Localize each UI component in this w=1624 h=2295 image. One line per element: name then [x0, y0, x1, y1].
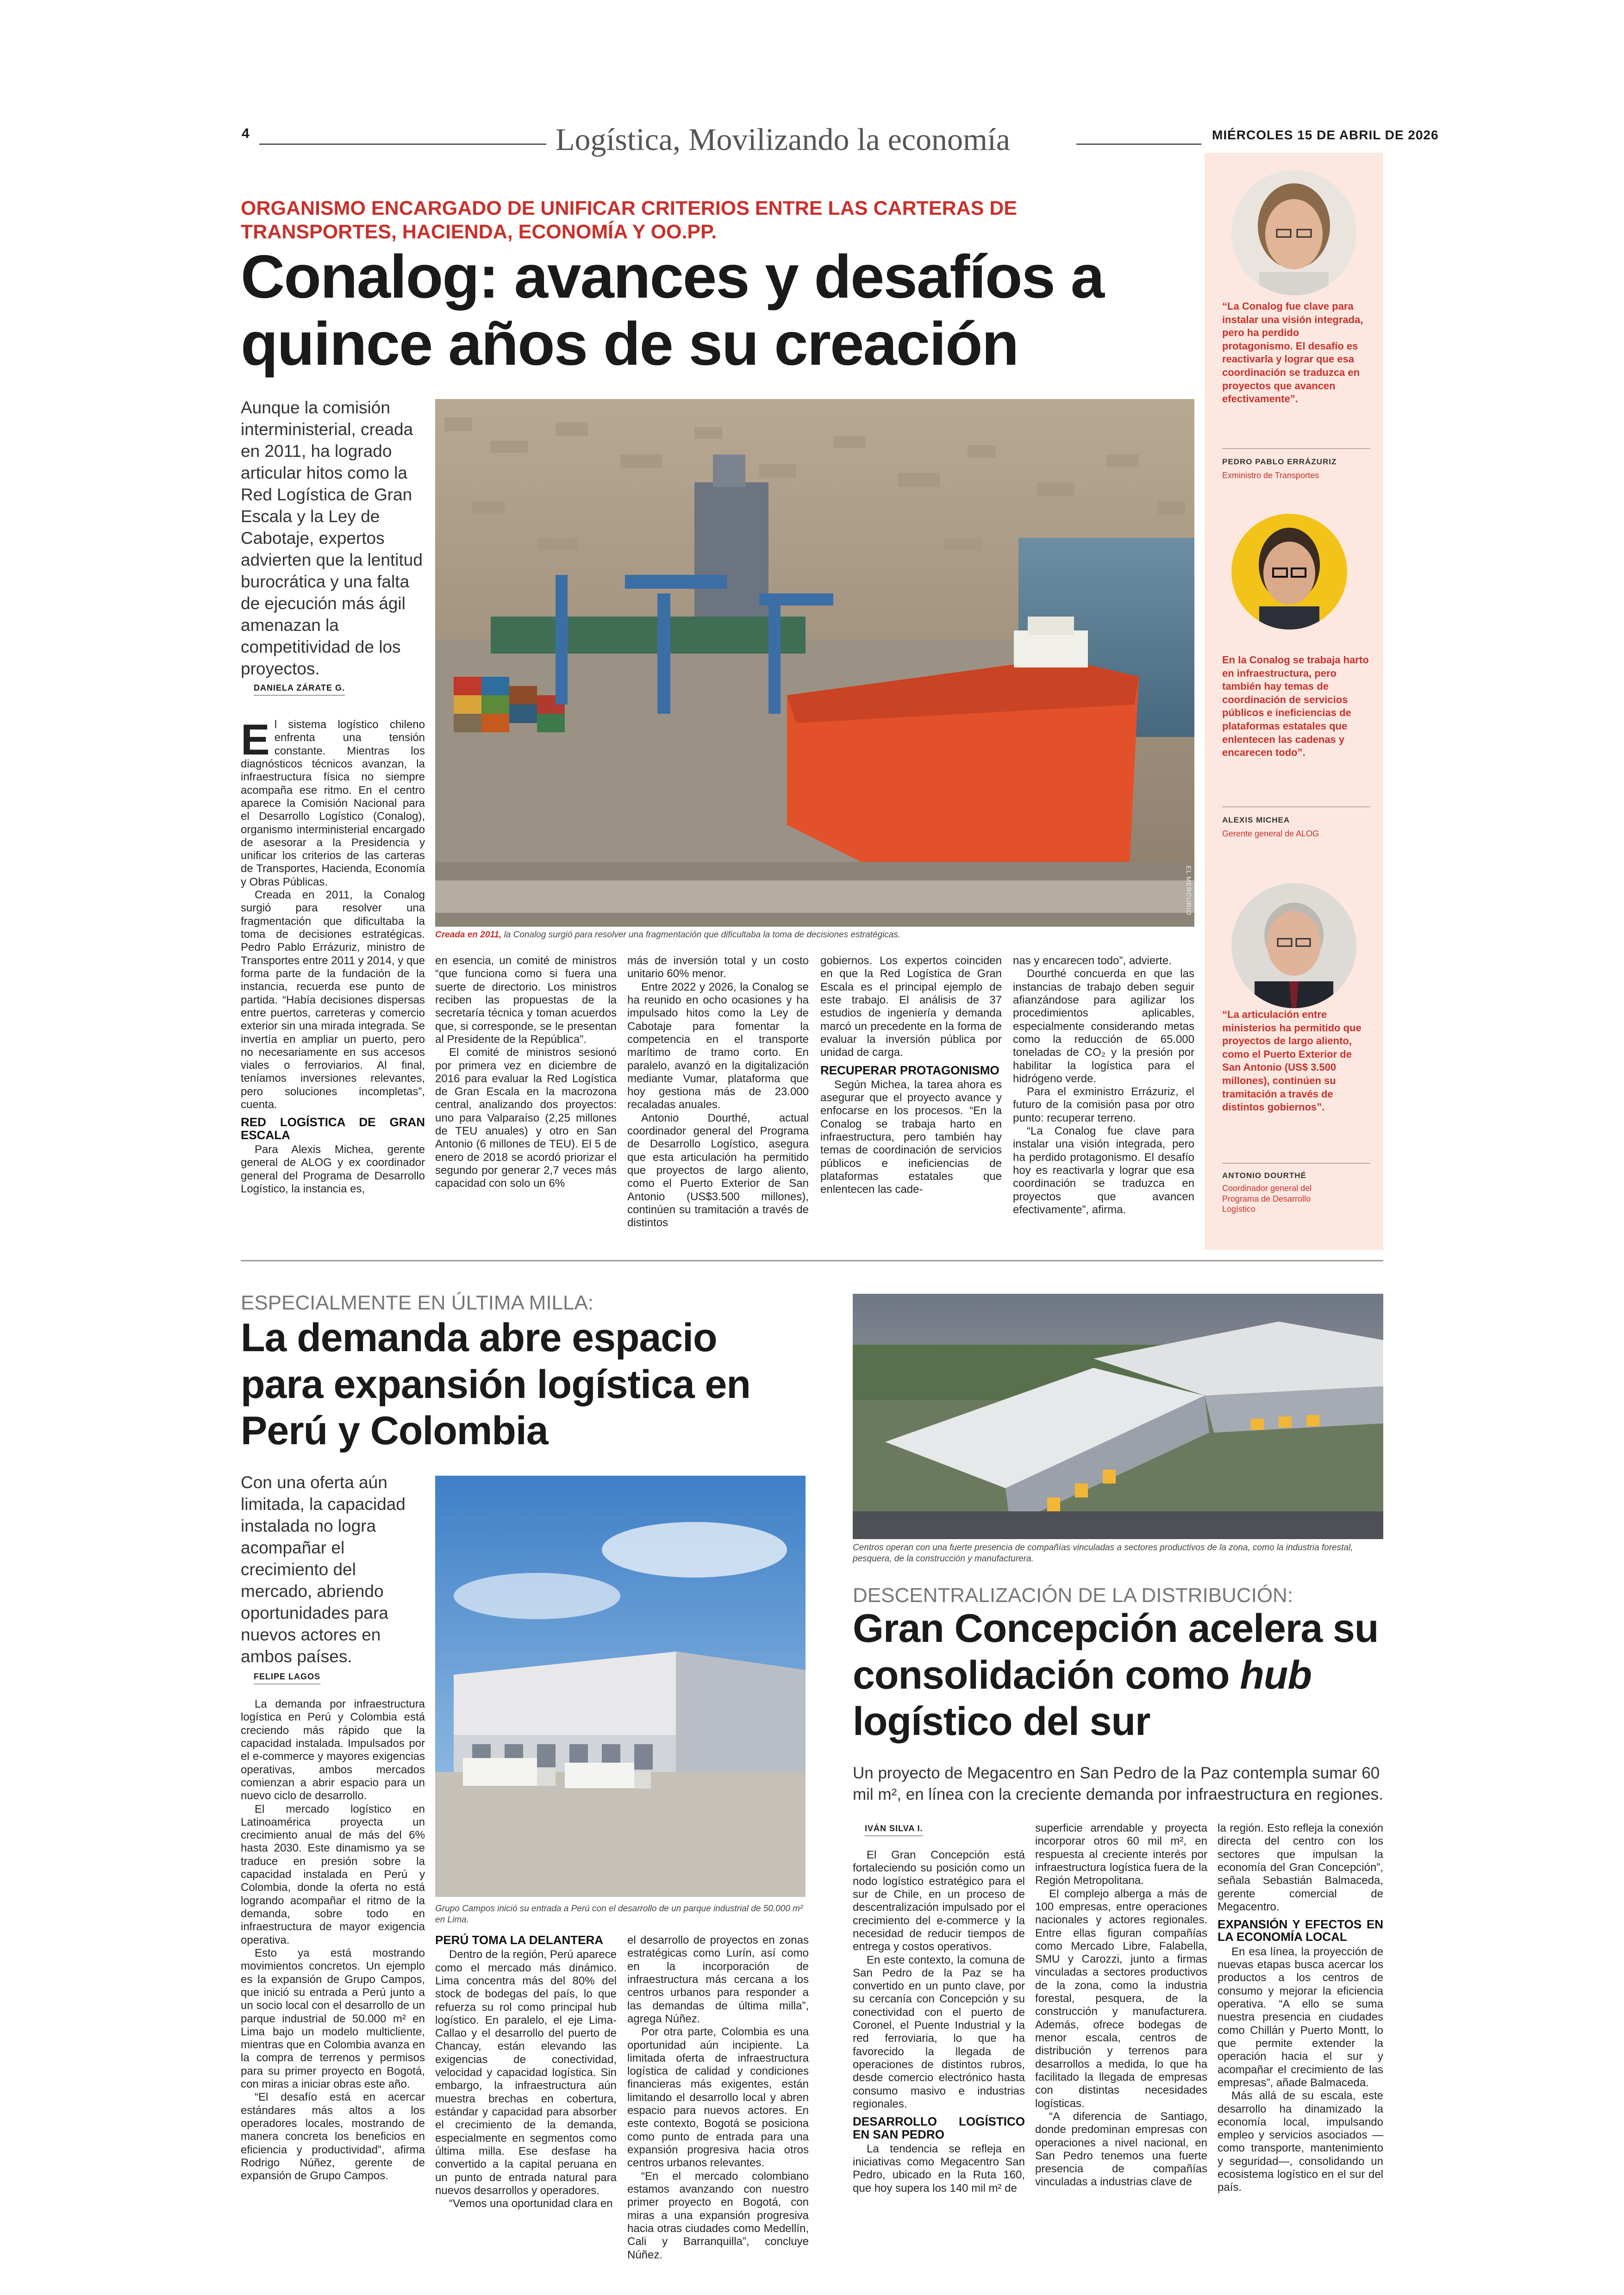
header-rule-left: [259, 143, 546, 145]
article1-col2-para-2: El comité de ministros sesionó por primera vez en diciembre de 2016 para evaluar la Red Logística de Gran Escala en la macrozona central, analizando dos proyectos: uno para Valparaíso (2,25 millones de TEU anuales) y otro en San Antonio (6 millones de TEU). El 5 de enero de 2018 se acordó priorizar el segundo por generar 2,7 veces más capacidad con solo un 6%: [435, 1046, 617, 1190]
article2-col3-para-1: el desarrollo de proyectos en zonas estratégicas como Lurín, así como en la incorporación de infraestructura más cercana a los centros urbanos para responder a las demandas de última milla”, agrega Núñez.: [627, 1934, 809, 2025]
article1-col1-para-1: [241, 715, 425, 889]
article3-col3-para-1: la región. Esto refleja la conexión directa del centro con los sectores que impulsan la economía del Gran Concepción”, señala Sebastián Balmaceda, gerente comercial de Megacentro.: [1218, 1822, 1383, 1913]
quote-2-name: ALEXIS MICHEA: [1222, 816, 1290, 824]
article1-col1-text-1: l sistema logístico chileno enfrenta una tensión constante. Mientras los diagnósticos técnicos avanzan, la infraestructura física no siempre acompaña ese ritmo. En el centro aparece la Comisión Nacional para el Desarrollo Logístico (Conalog), organismo interministerial encargado de asesorar a la Presidencia y unificar los criterios de las carteras de Transportes, Hacienda, Economía y Obras Públicas.: [241, 718, 425, 888]
article3-col1-para-2: En este contexto, la comuna de San Pedro de la Paz se ha convertido en un punto clave, por su cercanía con Concepción y su conectividad con el puerto de Coronel, el Puente Industrial y la red ferroviaria, lo que ha favorecido la llegada de operaciones de distintos rubros, desde comercio electrónico hasta consumo masivo e industrias regionales.: [853, 1953, 1025, 2110]
article1-column-4: [820, 954, 1002, 1197]
article2-kicker: ESPECIALMENTE EN ÚLTIMA MILLA:: [241, 1291, 594, 1314]
article2-column-2: [435, 1934, 617, 2211]
article3-col2-para-2: El complejo alberga a más de 100 empresas, entre operaciones nacionales y actores regionales. Entre ellas figuran compañías como Mercado Libre, Falabella, SMU y Carozzi, junto a firmas vinculadas a sectores productivos de la zona, como la industria forestal, pesquera, de la construcción y manufacturera. Además, ofrece bodegas de menor escala, centros de distribución y terrenos para desarrollos a medida, lo que ha facilitado la llegada de empresas con distintas necesidades logísticas.: [1035, 1887, 1207, 2110]
port-photo: [435, 399, 1194, 927]
quote-2-rule: [1222, 806, 1370, 807]
quote-2-text: En la Conalog se trabaja harto en infraestructura, pero también hay temas de coordinación de servicios públicos e ineficiencias de plataformas estatales que enlentecen las cadenas y encarecen todo”.: [1222, 654, 1369, 759]
article1-col3-para-1: más de inversión total y un costo unitario 60% menor.: [627, 954, 809, 980]
quote-1-role: Exministro de Transportes: [1222, 471, 1319, 480]
article1-column-2: [435, 954, 617, 1191]
article3-photo-caption: Centros operan con una fuerte presencia de compañías vinculadas a sectores productivos de la zona, como la industria forestal, pesquera, de la construcción y manufacturera.: [853, 1543, 1353, 1564]
article1-col5-para-1: nas y encarecen todo”, advierte.: [1013, 954, 1172, 967]
article1-col5-para-2: Dourthé concuerda en que las instancias de trabajo deben seguir afianzándose para agilizar los procedimientos aplicables, especialmente considerando metas como la reducción de 65.000 toneladas de CO₂ y la presión por habilitar la logística para el hidrógeno verde.: [1013, 967, 1194, 1085]
subhead-peru: PERÚ TOMA LA DELANTERA: [435, 1933, 604, 1947]
quote-3-rule: [1222, 1163, 1370, 1164]
article2-col1-para-1: La demanda por infraestructura logística en Perú y Colombia está creciendo más rápido que la capacidad instalada. Impulsados por el e-commerce y mayores exigencias operativas, ambos mercados comienzan a abrir espacio para un nuevo ciclo de desarrollo.: [241, 1698, 425, 1802]
article2-photo-caption: Grupo Campos inició su entrada a Perú con el desarrollo de un parque industrial de 50.000 m² en Lima.: [435, 1904, 803, 1925]
portrait-errazuriz-illustration: [1231, 170, 1356, 295]
article3-column-2: [1035, 1822, 1207, 2189]
section-title: Logística, Movilizando la economía: [556, 122, 1010, 157]
subhead-recuperar: RECUPERAR PROTAGONISMO: [820, 1063, 999, 1077]
article3-headline-part-2: logístico del sur: [853, 1699, 1150, 1744]
article1-col5-para-4: “La Conalog fue clave para instalar una visión integrada, pero ha perdido protagonismo. El desafío hoy es reactivarla y lograr que esa coordinación se traduzca en proyectos que avancen efectivamente”, afirma.: [1013, 1125, 1194, 1216]
article1-col3-para-3: Antonio Dourthé, actual coordinador general del Programa de Desarrollo Logístico, asegura que esta articulación ha permitido que proyectos de largo aliento, como el Puerto Exterior de San Antonio (US$3.500 millones), continúen su tramitación a través de distintos: [627, 1111, 809, 1229]
article1-column-1: [241, 715, 425, 1196]
article1-photo-caption: [435, 929, 1194, 941]
drop-cap: E: [241, 715, 270, 764]
subhead-expansion: EXPANSIÓN Y EFECTOS EN LA ECONOMÍA LOCAL: [1218, 1917, 1383, 1944]
article1-col5-para-3: Para el exministro Errázuriz, el futuro de la comisión pasa por otro punto: recuperar terreno.: [1013, 1085, 1194, 1124]
issue-date: MIÉRCOLES 15 DE ABRIL DE 2026: [1212, 128, 1439, 142]
portrait-dourthe-illustration: [1231, 883, 1356, 1008]
portrait-michea: [1231, 514, 1347, 630]
article1-lede: Aunque la comisión interministerial, creada en 2011, ha logrado articular hitos como la Red Logística de Gran Escala y la Ley de Cabotaje, expertos advierten que la lentitud burocrática y una falta de ejecución más ágil amenazan la competitividad de los proyectos.: [241, 398, 423, 678]
article1-column-3: [627, 954, 809, 1230]
section-divider: [241, 1260, 1383, 1261]
portrait-michea-illustration: [1231, 514, 1347, 630]
article1-col3-para-2: Entre 2022 y 2026, la Conalog se ha reunido en ocho ocasiones y ha impulsado hitos como la Ley de Cabotaje para fomentar la competencia en el transporte marítimo de tramo corto. En paralelo, avanzó en la digitalización mediante Vumar, plataforma que hoy gestiona más de 23.000 recaladas anuales.: [627, 980, 809, 1111]
article2-col1-para-3: Esto ya está mostrando movimientos concretos. Un ejemplo es la expansión de Grupo Campos, que inició su entrada a Perú junto a un socio local con el desarrollo de un parque industrial de 50.000 m² en Lima bajo un modelo multicliente, mientras que en Colombia avanza en la compra de terrenos y permisos para su primer proyecto en Bogotá, con miras a iniciar obras este año.: [241, 1946, 425, 2091]
article1-col2-para-1: en esencia, un comité de ministros “que funciona como si fuera una suerte de directorio. Los ministros reciben las propuestas de la secretaría técnica y toman acuerdos que, si corresponde, se le presentan al Presidente de la República”.: [435, 954, 617, 1046]
article3-column-1: [853, 1849, 1025, 2195]
article3-col1-para-3: La tendencia se refleja en iniciativas como Megacentro San Pedro, ubicado en la Ruta 160, que hoy supera los 140 mil m² de: [853, 2142, 1025, 2195]
photo-credit: EL MERCURIO: [1185, 866, 1193, 916]
article3-kicker: DESCENTRALIZACIÓN DE LA DISTRIBUCIÓN:: [853, 1584, 1293, 1607]
megacentro-photo-illustration: [853, 1294, 1383, 1539]
article3-headline: [853, 1605, 1380, 1745]
article3-headline-em: hub: [1240, 1653, 1312, 1697]
article2-col3-para-2: Por otra parte, Colombia es una oportunidad aún incipiente. La limitada oferta de infraestructura logística de calidad y condiciones financieras más exigentes, están limitando el desarrollo local y abren espacio para nuevos actores. En este contexto, Bogotá se posiciona como punto de entrada para una expansión progresiva hacia otros centros urbanos relevantes.: [627, 2026, 809, 2170]
article2-byline: FELIPE LAGOS: [254, 1672, 320, 1684]
quote-1-name: PEDRO PABLO ERRÁZURIZ: [1222, 457, 1337, 466]
article1-column-5: [1013, 954, 1194, 1216]
quote-3-name: ANTONIO DOURTHÉ: [1222, 1171, 1306, 1180]
article3-col2-para-3: “A diferencia de Santiago, donde predominan empresas con operaciones a nivel nacional, en San Pedro tenemos una fuerte presencia de compañías vinculadas a industrias clave de: [1035, 2110, 1207, 2189]
article3-standfirst: Un proyecto de Megacentro en San Pedro de la Paz contempla sumar 60 mil m², en línea con la creciente demanda por infraestructura en regiones.: [853, 1764, 1383, 1803]
article1-byline: DANIELA ZÁRATE G.: [254, 683, 345, 696]
article2-col2-para-1: Dentro de la región, Perú aparece como el mercado más dinámico. Lima concentra más del 80% del stock de bodegas del país, lo que refuerza su rol como principal hub logístico. En paralelo, el eje Lima-Callao y el desarrollo del puerto de Chancay, están elevando las exigencias de conectividad, velocidad y capacidad logística. Sin embargo, la infraestructura aún muestra brechas en cobertura, estándar y capacidad para absorber el crecimiento de la demanda, especialmente en segmentos como última milla. Ese desfase ha convertido a la capital peruana en un punto de entrada natural para nuevos desarrollos y operadores.: [435, 1948, 617, 2197]
article3-byline: IVÁN SILVA I.: [865, 1824, 923, 1836]
article2-headline: La demanda abre espacio para expansión logística en Perú y Colombia: [241, 1316, 750, 1453]
subhead-red-logistica: RED LOGÍSTICA DE GRAN ESCALA: [241, 1115, 425, 1142]
article1-headline: Conalog: avances y desafíos a quince años de su creación: [241, 243, 1104, 378]
article1-col1-para-3: Para Alexis Michea, gerente general de ALOG y ex coordinador general del Programa de Desarrollo Logístico, la instancia es,: [241, 1143, 425, 1195]
caption-lead: Creada en 2011,: [435, 930, 502, 940]
header-rule-right: [1076, 143, 1201, 145]
quote-3-text: “La articulación entre ministerios ha permitido que proyectos de largo aliento, como el Puerto Exterior de San Antonio (US$ 3.500 millones), continúen su tramitación a través de distintos gobiernos”.: [1222, 1009, 1362, 1113]
article2-column-1: [241, 1698, 425, 2183]
article2-col2-para-2: “Vemos una oportunidad clara en: [449, 2197, 613, 2210]
quote-1-rule: [1222, 448, 1370, 449]
article3-col2-para-1: superficie arrendable y proyecta incorporar otros 60 mil m², en respuesta al creciente interés por infraestructura logística fuera de la Región Metropolitana.: [1035, 1822, 1207, 1887]
article2-col1-para-2: El mercado logístico en Latinoamérica proyecta un crecimiento anual de más del 6% hasta 2030. Este dinamismo ya se traduce en presión sobre la capacidad instalada en Perú y Colombia, donde la oferta no está logrando acompañar el ritmo de la demanda, sobre todo en infraestructura de mayor exigencia operativa.: [241, 1802, 425, 1946]
article2-lede: Con una oferta aún limitada, la capacidad instalada no logra acompañar el crecimiento del mercado, abriendo oportunidades para nuevos actores en ambos países.: [241, 1473, 406, 1666]
article3-column-3: [1218, 1822, 1383, 2195]
quote-1-text: “La Conalog fue clave para instalar una visión integrada, pero ha perdido protagonismo. El desafío es reactivarla y lograr que esa coordinación se traduzca en proyectos que avancen efectivamente”.: [1222, 300, 1363, 405]
article1-col1-para-2: Creada en 2011, la Conalog surgió para resolver una fragmentación que dificultaba la toma de decisiones estratégicas. Pedro Pablo Errázuriz, ministro de Transportes entre 2011 y 2014, y que forma parte de la fundación de la instancia, recuerda ese punto de partida. “Había decisiones dispersas entre puertos, carreteras y comercio exterior sin una mirada integrada. Se invertía en ampliar un puerto, pero no necesariamente en sus accesos viales o ferroviarios. Al final, teníamos inversiones relevantes, pero soluciones incompletas”, cuenta.: [241, 889, 425, 1111]
quote-3-role: Coordinador general del Programa de Desarrollo Logístico: [1222, 1184, 1312, 1214]
warehouse-photo: [435, 1476, 806, 1897]
megacentro-photo: [853, 1294, 1383, 1539]
port-photo-illustration: [435, 399, 1194, 927]
article3-col3-para-3: Más allá de su escala, este desarrollo ha dinamizado la economía local, impulsando empleo y servicios asociados —como transporte, mantenimiento y seguridad—, consolidando un ecosistema logístico en el sur del país.: [1218, 2089, 1383, 2194]
article1-col4-para-2: Según Michea, la tarea ahora es asegurar que el proyecto avance y enfocarse en los procesos. “En la Conalog se trabaja harto en infraestructura, pero también hay temas de coordinación de servicios públicos e ineficiencias de plataformas estatales que enlentecen las cade-: [820, 1078, 1002, 1196]
subhead-desarrollo: DESARROLLO LOGÍSTICO EN SAN PEDRO: [853, 2114, 1025, 2141]
portrait-dourthe: [1231, 883, 1356, 1008]
caption-text: la Conalog surgió para resolver una fragmentación que dificultaba la toma de decisiones estratégicas.: [501, 930, 901, 940]
article2-col1-para-4: “El desafío está en acercar estándares más altos a los operadores locales, mostrando de manera concreta los beneficios en eficiencia y productividad”, afirma Rodrigo Núñez, gerente de expansión de Grupo Campos.: [241, 2091, 425, 2183]
article3-col1-para-1: El Gran Concepción está fortaleciendo su posición como un nodo logístico estratégico para el sur de Chile, en un proceso de descentralización impulsado por el crecimiento del e-commerce y la necesidad de reducir tiempos de entrega y costos operativos.: [853, 1849, 1025, 1953]
article3-headline-part-1: Gran Concepción acelera su consolidación como: [853, 1606, 1379, 1697]
page-number: 4: [242, 126, 250, 141]
article2-col3-para-3: “En el mercado colombiano estamos avanzando con nuestro primer proyecto en Bogotá, con miras a una expansión progresiva hacia otras ciudades como Medellín, Cali y Barranquilla”, concluye Núñez.: [627, 2170, 809, 2261]
article2-column-3: [627, 1934, 809, 2262]
warehouse-photo-illustration: [435, 1476, 806, 1897]
article1-col4-para-1: gobiernos. Los expertos coinciden en que la Red Logística de Gran Escala es el principal ejemplo de este trabajo. El análisis de 37 estudios de ingeniería y demanda marcó un precedente en la forma de evaluar la inversión pública por unidad de carga.: [820, 954, 1002, 1059]
article3-col3-para-2: En esa línea, la proyección de nuevas etapas busca acercar los productos a los centros de consumo y mejorar la eficiencia operativa. “A ello se suma nuestra presencia en ciudades como Chillán y Puerto Montt, lo que permite extender la operación hacia el sur y acompañar el crecimiento de las empresas”, añade Balmaceda.: [1218, 1945, 1383, 2089]
quote-2-role: Gerente general de ALOG: [1222, 829, 1319, 838]
article1-kicker: ORGANISMO ENCARGADO DE UNIFICAR CRITERIOS ENTRE LAS CARTERAS DE TRANSPORTES, HACIENDA, ECONOMÍA Y OO.PP.: [241, 197, 1018, 243]
portrait-errazuriz: [1231, 170, 1356, 295]
